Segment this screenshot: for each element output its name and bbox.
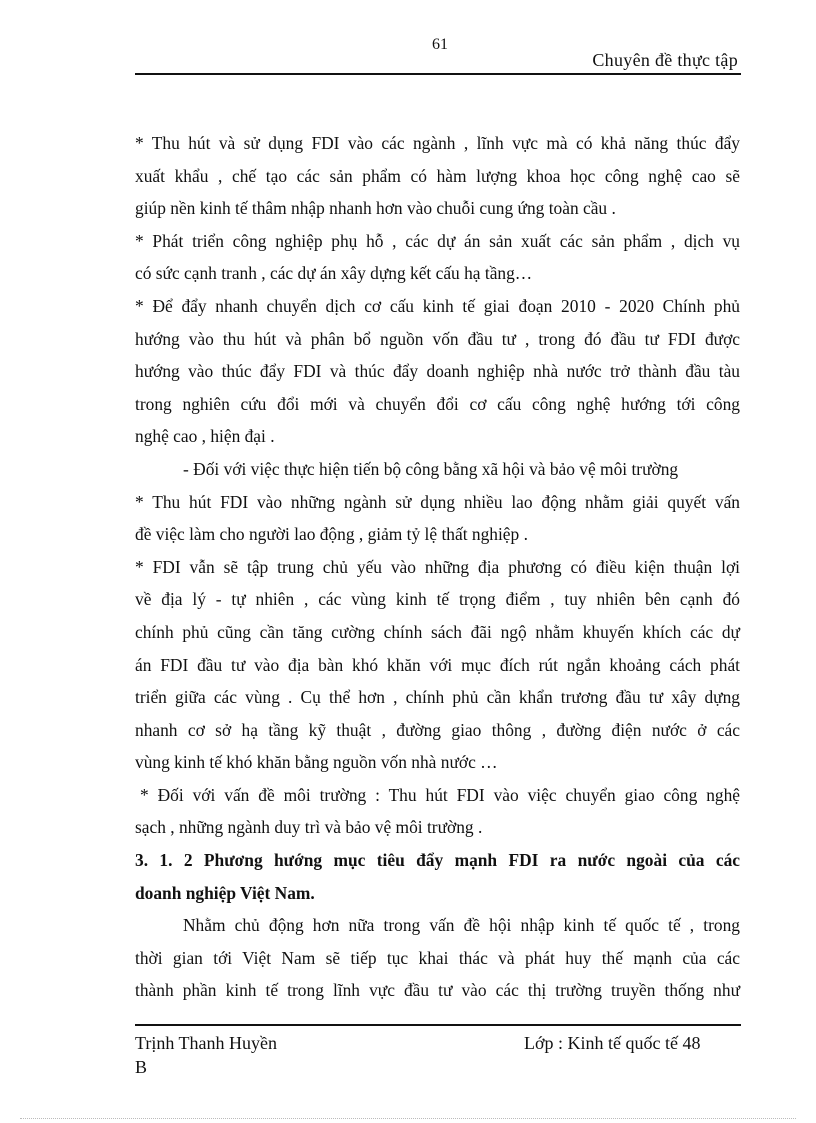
body-line: nhanh cơ sở hạ tầng kỹ thuật , đường giao thông , đường điện nước ở các <box>135 719 740 740</box>
header-divider <box>135 73 741 75</box>
section-heading: 3. 1. 2 Phương hướng mục tiêu đẩy mạnh FDI ra nước ngoài của các <box>135 850 740 871</box>
body-line: triển giữa các vùng . Cụ thể hơn , chính phủ cần khẩn trương đầu tư xây dựng <box>135 687 740 708</box>
body-line: * Để đẩy nhanh chuyển dịch cơ cấu kinh tế giai đoạn 2010 - 2020 Chính phủ <box>135 295 740 316</box>
body-line: hướng vào thúc đẩy FDI và thúc đẩy doanh nghiệp nhà nước trở thành đầu tàu <box>135 361 740 382</box>
header-title: Chuyên đề thực tập <box>592 50 738 70</box>
body-line: hướng vào thu hút và phân bổ nguồn vốn đầu tư , trong đó đầu tư FDI được <box>135 328 740 349</box>
footer-author-name: Trịnh Thanh Huyền <box>135 1033 278 1053</box>
footer-class: Lớp : Kinh tế quốc tế 48 <box>524 1033 701 1053</box>
body-line: trong nghiên cứu đổi mới và chuyển đổi cơ cấu công nghệ hướng tới công <box>135 393 740 414</box>
body-line: Nhằm chủ động hơn nữa trong vấn đề hội nhập kinh tế quốc tế , trong <box>183 915 740 936</box>
body-line: * Đối với vấn đề môi trường : Thu hút FDI vào việc chuyển giao công nghệ <box>140 784 740 805</box>
footer-divider <box>135 1024 741 1026</box>
body-line: chính phủ cũng cần tăng cường chính sách đãi ngộ nhằm khuyến khích các dự <box>135 621 740 642</box>
footer-author-suffix: B <box>135 1057 148 1077</box>
body-line: án FDI đầu tư vào địa bàn khó khăn với mục đích rút ngắn khoảng cách phát <box>135 654 740 675</box>
page-edge-divider <box>20 1118 796 1119</box>
footer-author <box>135 1031 277 1079</box>
document-body <box>135 127 740 1007</box>
body-line: * Phát triển công nghiệp phụ hỗ , các dự án sản xuất các sản phẩm , dịch vụ <box>135 230 740 251</box>
body-line: vùng kinh tế khó khăn bằng nguồn vốn nhà nước … <box>135 752 498 773</box>
body-line: về địa lý - tự nhiên , các vùng kinh tế trọng điểm , tuy nhiên bên cạnh đó <box>135 589 740 610</box>
section-subheading: - Đối với việc thực hiện tiến bộ công bằng xã hội và bảo vệ môi trường <box>183 458 679 479</box>
body-line: * Thu hút FDI vào những ngành sử dụng nhiều lao động nhằm giải quyết vấn <box>135 491 740 512</box>
page-number: 61 <box>432 36 448 53</box>
body-line: sạch , những ngành duy trì và bảo vệ môi trường . <box>135 817 483 838</box>
body-line: giúp nền kinh tế thâm nhập nhanh hơn vào chuỗi cung ứng toàn cầu . <box>135 198 616 219</box>
body-line: thành phần kinh tế trong lĩnh vực đầu tư vào các thị trường truyền thống như <box>135 980 740 1001</box>
body-line: xuất khẩu , chế tạo các sản phẩm có hàm lượng khoa học công nghệ cao sẽ <box>135 165 740 186</box>
body-line: thời gian tới Việt Nam sẽ tiếp tục khai thác và phát huy thế mạnh của các <box>135 947 740 968</box>
body-line: có sức cạnh tranh , các dự án xây dựng kết cấu hạ tầng… <box>135 263 533 284</box>
section-heading: doanh nghiệp Việt Nam. <box>135 882 315 903</box>
body-line: nghệ cao , hiện đại . <box>135 426 275 447</box>
body-line: * FDI vẫn sẽ tập trung chủ yếu vào những địa phương có điều kiện thuận lợi <box>135 556 740 577</box>
body-line: * Thu hút và sử dụng FDI vào các ngành , lĩnh vực mà có khả năng thúc đẩy <box>135 133 740 153</box>
body-line: đề việc làm cho người lao động , giảm tỷ lệ thất nghiệp . <box>135 524 528 545</box>
